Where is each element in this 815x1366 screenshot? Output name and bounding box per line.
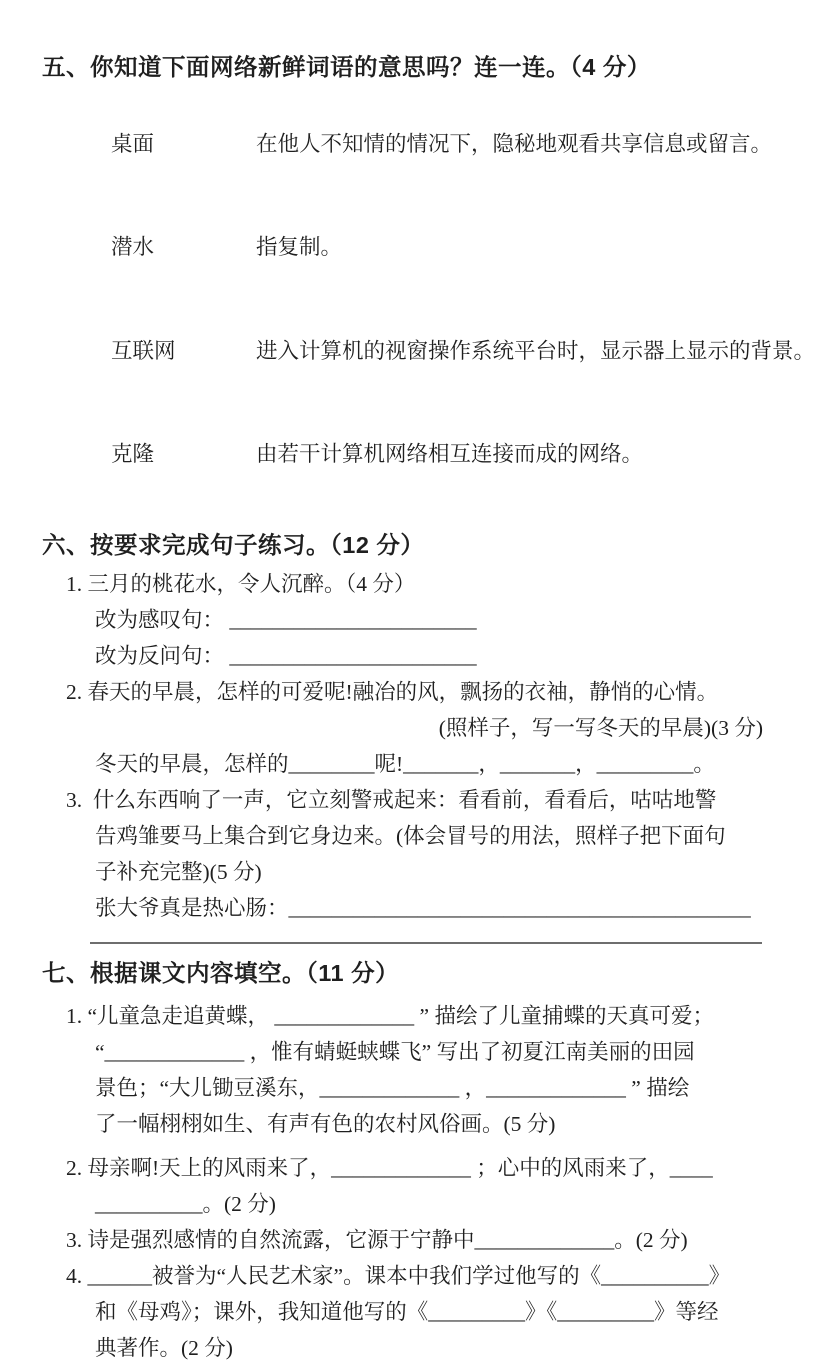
match-row [68, 92, 773, 196]
line-seven-q1-4: 了一幅栩栩如生、有声有色的农村风俗画。(5 分) [95, 1112, 556, 1136]
match-term: 克隆 [111, 442, 155, 466]
section-divider [90, 942, 762, 944]
line-seven-q4-2: 和《母鸡》；课外，我知道他写的《_________》《_________》等经 [95, 1300, 719, 1324]
line-six-q1: 1. 三月的桃花水，令人沉醉。（4 分） [66, 572, 416, 596]
line-six-q2-fill-blank: 冬天的早晨，怎样的________呢!_______，_______，_________。 [95, 752, 715, 776]
section-five [42, 52, 815, 506]
line-seven-q3: 3. 诗是强烈感情的自然流露，它源于宁静中_____________。(2 分) [66, 1228, 688, 1252]
section-six [42, 530, 765, 926]
match-definition: 由若干计算机网络相互连接而成的网络。 [256, 442, 644, 466]
line-seven-q4-1: 4. ______被誉为“人民艺术家”。课本中我们学过他写的《__________》 [66, 1264, 731, 1288]
line-seven-q1-3: 景色；“大儿锄豆溪东，_____________ ，_____________ ” 描绘 [95, 1076, 690, 1100]
match-definition: 在他人不知情的情况下，隐秘地观看共享信息或留言。 [256, 131, 773, 156]
match-row [68, 403, 765, 507]
line-six-q2: 2. 春天的早晨，怎样的可爱呢!融冶的风，飘扬的衣袖，静悄的心情。 [66, 680, 719, 704]
line-six-q1-rhetorical-blank: 改为反问句： _______________________ [95, 644, 477, 668]
line-six-q3-2: 告鸡雏要马上集合到它身边来。(体会冒号的用法，照样子把下面句 [95, 824, 726, 848]
line-seven-q1-2: “_____________ ，惟有蜻蜓蛱蝶飞” 写出了初夏江南美丽的田园 [95, 1040, 695, 1064]
line-six-q1-exclaim-blank: 改为感叹句： _______________________ [95, 608, 477, 632]
match-row [68, 299, 815, 403]
line-six-q3-fill-blank: 张大爷真是热心肠：___________________________________________ [95, 896, 751, 920]
section-seven-title: 七、根据课文内容填空。（11 分） [42, 960, 400, 986]
line-seven-q2-1: 2. 母亲啊!天上的风雨来了，_____________ ；心中的风雨来了，____ [66, 1156, 713, 1180]
match-definition: 指复制。 [256, 235, 343, 259]
matching-exercise [68, 92, 815, 506]
line-seven-q4-3: 典著作。(2 分) [95, 1336, 233, 1360]
section-seven [42, 958, 765, 1366]
match-definition: 进入计算机的视窗操作系统平台时，显示器上显示的背景。 [256, 338, 815, 363]
line-six-q3-1: 3. 什么东西响了一声，它立刻警戒起来：看看前，看看后，咕咕地警 [66, 788, 717, 812]
line-six-q3-3: 子补充完整)(5 分) [95, 860, 262, 884]
line-seven-q1-1: 1. “儿童急走追黄蝶， _____________ ” 描绘了儿童捕蝶的天真可爱； [66, 1004, 714, 1028]
line-seven-q2-2: __________。(2 分) [95, 1192, 276, 1216]
match-row [68, 196, 765, 300]
match-term: 潜水 [111, 235, 155, 259]
match-term: 桌面 [111, 131, 155, 156]
section-six-title: 六、按要求完成句子练习。（12 分） [42, 532, 425, 558]
line-six-q2-note: (照样子，写一写冬天的早晨)(3 分) [438, 716, 763, 740]
section-five-title: 五、你知道下面网络新鲜词语的意思吗？连一连。（4 分） [42, 54, 651, 80]
match-term: 互联网 [111, 338, 176, 363]
